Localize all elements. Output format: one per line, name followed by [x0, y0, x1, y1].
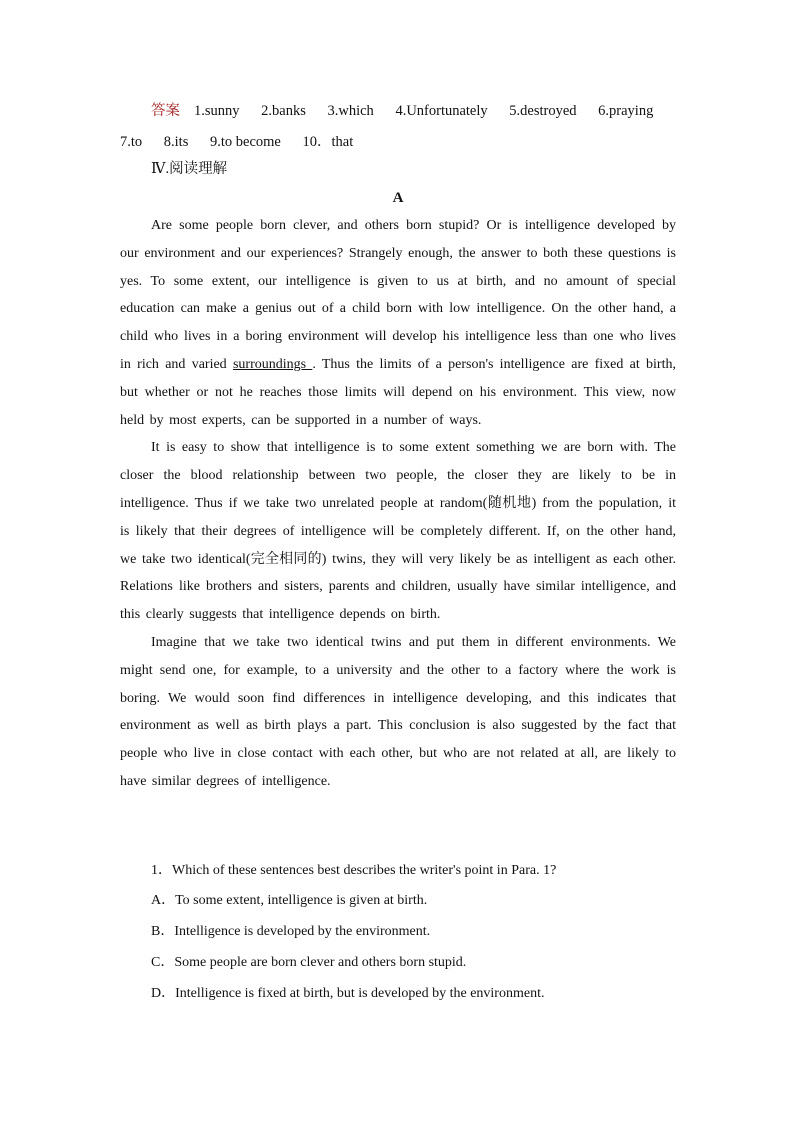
answer-item: 10．that — [302, 134, 354, 150]
paragraph-1-text: Are some people born clever, and others born stupid? Or is intelligence developed by our environment and our experiences? Strangely enough, the answer to both these questions is yes. To some extent, our intelligence is given to us at birth, and no amount of special education can make a genius out of a child born with low intelligence. On the other hand, a child who lives in a boring environment will develop his intelligence less than one who lives in rich and varied — [120, 218, 676, 372]
paragraph-3: Imagine that we take two identical twins and put them in different environments. We might send one, for example, to a university and the other to a factory where the work is boring. We would soon find differences in intelligence developing, and this indicates that environment as well as birth plays a part. This conclusion is also suggested by the fact that people who live in close contact with each other, but who are not related at all, are likely to have similar degrees of intelligence. — [120, 634, 676, 789]
option-b[interactable]: B．Intelligence is developed by the environment. — [151, 924, 431, 939]
answer-item: 7.to — [120, 134, 143, 150]
answer-item: 9.to become — [209, 134, 281, 150]
question-1 — [151, 857, 676, 1009]
answer-item: 3.which — [327, 103, 374, 119]
paragraph-1-text-end: . Thus the limits of a person's intelligence are fixed at birth, but whether or not he reaches those limits will depend on his environment. This view, now held by most experts, can be supported in a number of ways. — [120, 356, 676, 428]
answer-key — [120, 96, 676, 158]
option-d[interactable]: D．Intelligence is fixed at birth, but is developed by the environment. — [151, 986, 545, 1001]
paragraph-2: It is easy to show that intelligence is to some extent something we are born with. The closer the blood relationship between two people, the closer they are likely to be in intelligence. Thus if we take two unrelated people at random(随机地) from the population, it is likely that their degrees of intelligence will be completely different. If, on the other hand, we take two identical(完全相同的) twins, they will very likely be as intelligent as each other. Relations like brothers and sisters, parents and children, usually have similar intelligence, and this clearly suggests that intelligence depends on birth. — [120, 440, 676, 623]
answer-label: 答案 — [151, 103, 180, 119]
answer-item: 5.destroyed — [509, 103, 577, 119]
passage-body — [120, 212, 676, 796]
answer-item: 1.sunny — [194, 103, 240, 119]
paragraph-1 — [120, 212, 676, 434]
question-stem: 1．Which of these sentences best describes the writer's point in Para. 1? — [151, 863, 557, 878]
section-heading: Ⅳ.阅读理解 — [151, 161, 228, 177]
answer-item: 8.its — [163, 134, 189, 150]
option-c[interactable]: C．Some people are born clever and others born stupid. — [151, 955, 467, 970]
underlined-word: surroundings — [232, 356, 313, 372]
answer-item: 2.banks — [261, 103, 306, 119]
answer-item: 6.praying — [598, 103, 654, 119]
answer-item: 4.Unfortunately — [395, 103, 488, 119]
passage-title: A — [392, 190, 404, 206]
option-a[interactable]: A．To some extent, intelligence is given at birth. — [151, 893, 428, 908]
